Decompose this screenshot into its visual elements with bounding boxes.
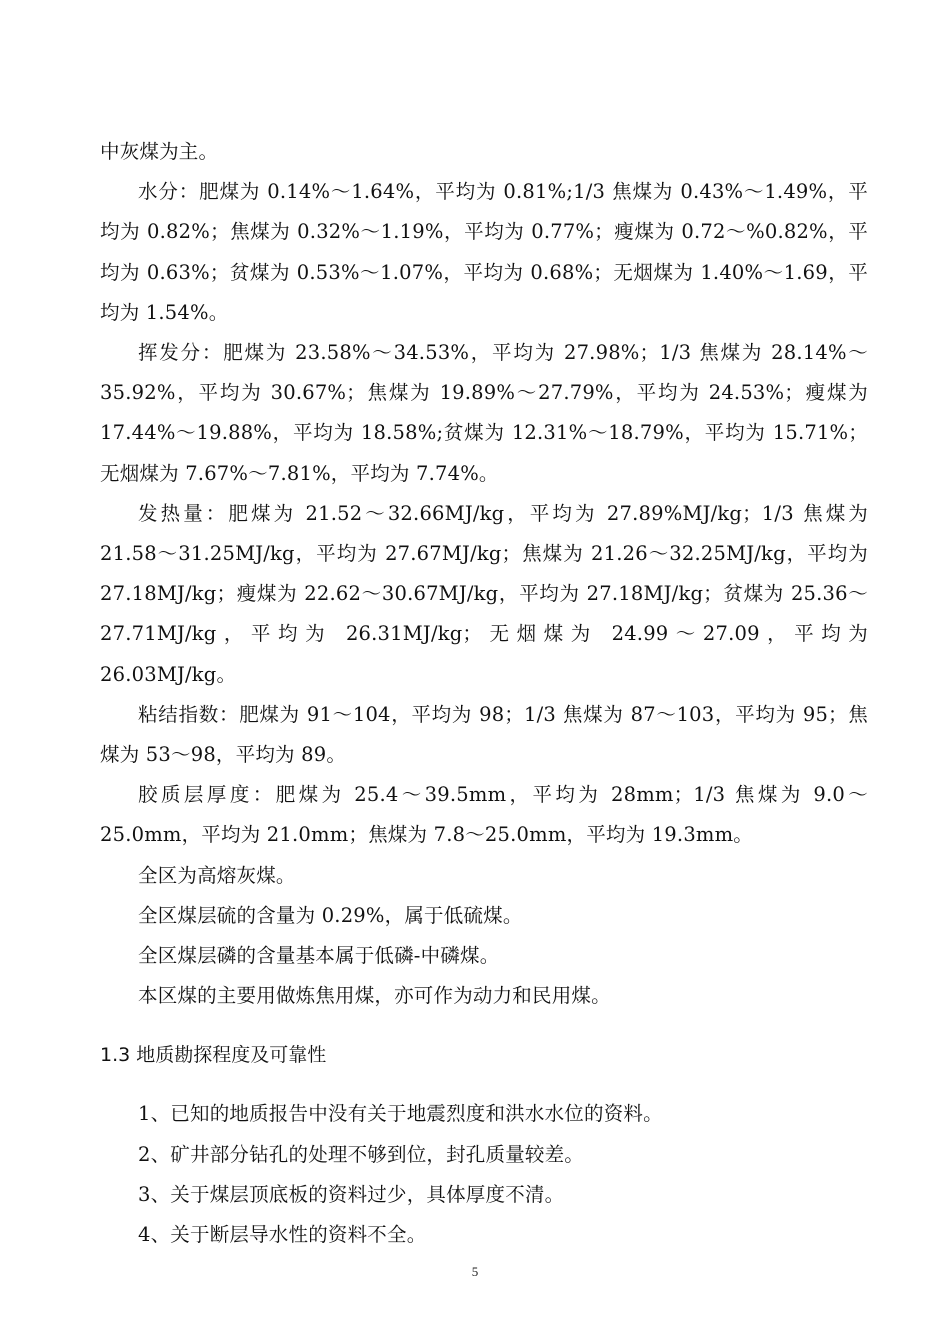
issue-list bbox=[100, 1094, 868, 1255]
paragraph-ash-continuation: 中灰煤为主。 bbox=[100, 140, 219, 163]
paragraph-ash-fusion: 全区为高熔灰煤。 bbox=[138, 863, 296, 887]
paragraph-phosphorus: 全区煤层磷的含量基本属于低磷-中磷煤。 bbox=[138, 944, 500, 968]
list-item: 2、矿井部分钻孔的处理不够到位，封孔质量较差。 bbox=[138, 1142, 585, 1166]
paragraph-moisture: 水分：肥煤为 0.14%～1.64%，平均为 0.81%;1/3 焦煤为 0.43%～1.49%，平均为 0.82%；焦煤为 0.32%～1.19%，平均为 0.77%；瘦煤为 0.72～%0.82%，平均为 0.63%；贫煤为 0.53%～1.07%，平均为 0.68%；无烟煤为 1.40%～1.69，平均为 1.54%。 bbox=[100, 180, 868, 324]
paragraph-caking-index: 粘结指数：肥煤为 91～104，平均为 98；1/3 焦煤为 87～103，平均为 95；焦煤为 53～98，平均为 89。 bbox=[100, 702, 868, 767]
paragraph-coal-usage: 本区煤的主要用做炼焦用煤，亦可作为动力和民用煤。 bbox=[138, 984, 611, 1008]
list-item: 4、关于断层导水性的资料不全。 bbox=[138, 1223, 427, 1247]
paragraph-plastic-layer: 胶质层厚度：肥煤为 25.4～39.5mm，平均为 28mm；1/3 焦煤为 9.0～25.0mm，平均为 21.0mm；焦煤为 7.8～25.0mm，平均为 19.3mm。 bbox=[100, 783, 868, 847]
list-item: 3、关于煤层顶底板的资料过少，具体厚度不清。 bbox=[138, 1182, 565, 1206]
list-item: 1、已知的地质报告中没有关于地震烈度和洪水水位的资料。 bbox=[138, 1102, 663, 1126]
section-heading: 1.3 地质勘探程度及可靠性 bbox=[100, 1044, 327, 1067]
page-body bbox=[100, 132, 868, 1255]
paragraph-volatile-matter: 挥发分：肥煤为 23.58%～34.53%，平均为 27.98%；1/3 焦煤为 28.14%～35.92%，平均为 30.67%；焦煤为 19.89%～27.79%，平均为 24.53%；瘦煤为 17.44%～19.88%，平均为 18.58%;贫煤为 12.31%～18.79%，平均为 15.71%；无烟煤为 7.67%～7.81%，平均为 7.74%。 bbox=[100, 341, 868, 485]
page-number: 5 bbox=[471, 1264, 479, 1279]
paragraph-calorific-value: 发热量：肥煤为 21.52～32.66MJ/kg，平均为 27.89%MJ/kg；1/3 焦煤为 21.58～31.25MJ/kg，平均为 27.67MJ/kg；焦煤为 21.26～32.25MJ/kg，平均为 27.18MJ/kg；瘦煤为 22.62～30.67MJ/kg，平均为 27.18MJ/kg；贫煤为 25.36～27.71MJ/kg，平均为 26.31MJ/kg；无烟煤为 24.99～27.09，平均为 26.03MJ/kg。 bbox=[100, 501, 868, 686]
paragraph-sulfur: 全区煤层硫的含量为 0.29%，属于低硫煤。 bbox=[138, 903, 523, 927]
